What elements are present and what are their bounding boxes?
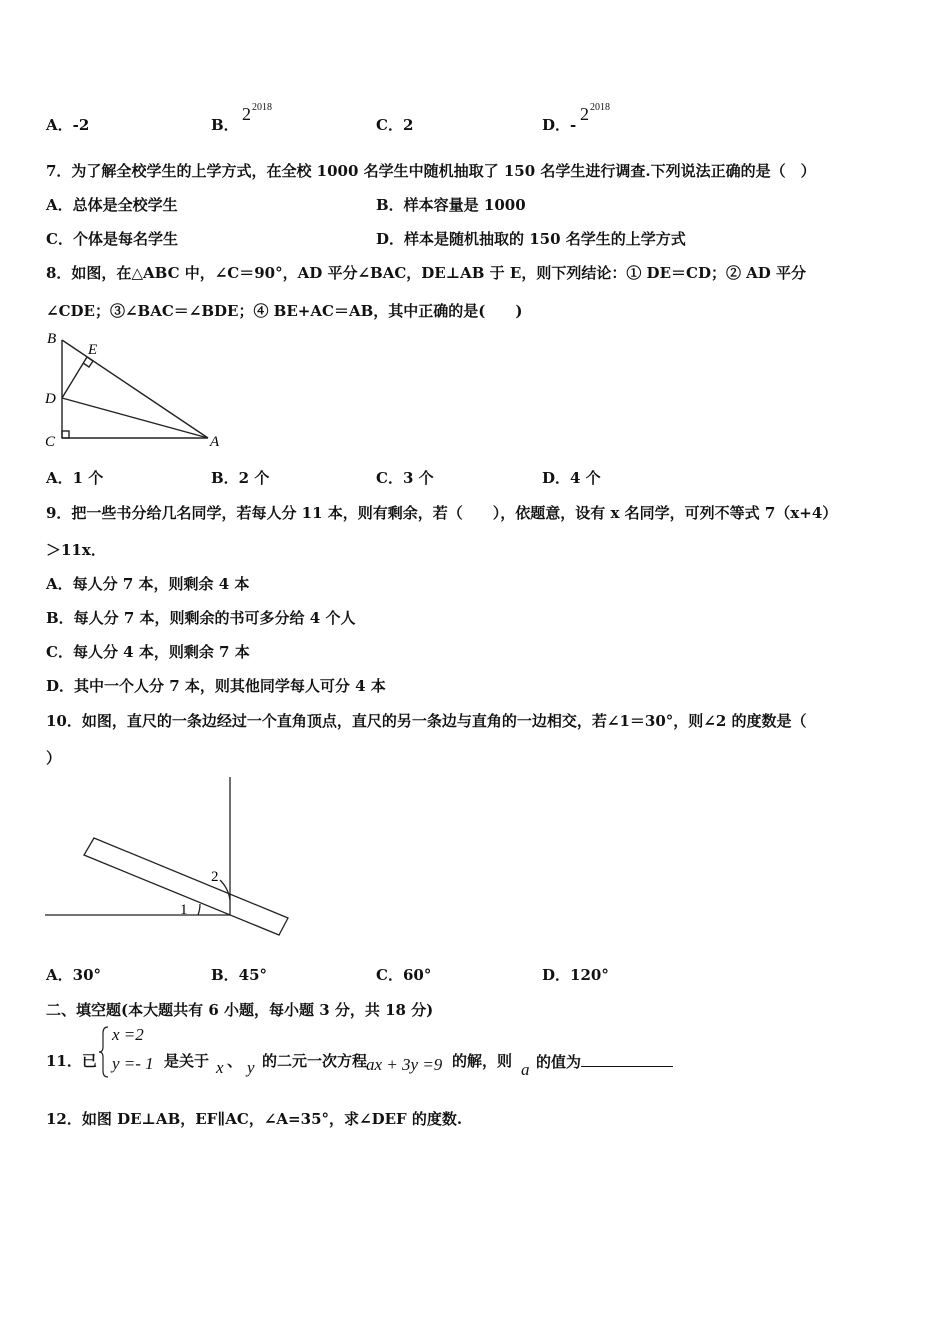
q11-system-line1: x =2: [112, 1025, 144, 1044]
q8-option-c: C．3 个: [376, 469, 434, 487]
q6-option-a: A．-2: [46, 116, 90, 134]
q8-option-b: B．2 个: [211, 469, 270, 487]
q8-label-d: D: [45, 391, 56, 407]
q10-option-b: B．45°: [211, 966, 268, 984]
q11-prefix: 11．已: [46, 1052, 97, 1070]
q10-option-a: A．30°: [46, 966, 102, 984]
q9-option-a: A．每人分 7 本，则剩余 4 本: [46, 575, 250, 593]
q7-option-a: A．总体是全校学生: [46, 196, 178, 214]
q9-option-b: B．每人分 7 本，则剩余的书可多分给 4 个人: [46, 609, 356, 627]
q10-ruler-figure: [40, 775, 300, 945]
q8-stem-line2: ∠CDE；③∠BAC＝∠BDE；④ BE+AC＝AB，其中正确的是( ): [46, 302, 523, 320]
q10-angle2-label: 2: [211, 869, 219, 885]
q6-option-b-exponent: 2018: [252, 102, 272, 113]
q8-label-c: C: [45, 434, 56, 450]
q9-stem-line2: ＞11x．: [46, 541, 106, 559]
q6-option-b: B．: [211, 116, 239, 134]
q11-suffix-text: 的值为: [536, 1053, 582, 1071]
q6-option-b-base: 2: [242, 104, 251, 124]
q10-angle1-label: 1: [180, 902, 188, 918]
q11-suffix: [536, 1052, 673, 1071]
q12-stem: 12．如图 DE⊥AB，EF∥AC，∠A=35°，求∠DEF 的度数.: [46, 1110, 463, 1128]
q11-var-x: x: [216, 1058, 224, 1077]
q6-option-d-exponent: 2018: [590, 102, 610, 113]
q7-option-d: D．样本是随机抽取的 150 名学生的上学方式: [376, 230, 686, 248]
q8-label-e: E: [88, 342, 98, 358]
q6-option-c: C．2: [376, 116, 414, 134]
q10-option-d: D．120°: [542, 966, 609, 984]
q6-option-d: D．-: [542, 116, 577, 134]
q11-var-a: a: [521, 1060, 530, 1079]
q8-stem-line1: 8．如图，在△ABC 中，∠C＝90°，AD 平分∠BAC，DE⊥AB 于 E，则下列结论：① DE＝CD；② AD 平分: [46, 264, 807, 282]
q10-option-c: C．60°: [376, 966, 432, 984]
q9-option-c: C．每人分 4 本，则剩余 7 本: [46, 643, 250, 661]
q9-option-d: D．其中一个人分 7 本，则其他同学每人可分 4 本: [46, 677, 386, 695]
q11-text-equation-type: 的二元一次方程: [262, 1052, 368, 1070]
q8-label-b: B: [47, 331, 57, 347]
q7-option-c: C．个体是每名学生: [46, 230, 178, 248]
q9-stem-line1: 9．把一些书分给几名同学，若每人分 11 本，则有剩余，若（ ），依题意，设有 x 名同学，可列不等式 7（x+4）: [46, 504, 838, 522]
q11-system-line2: y =- 1: [112, 1054, 154, 1073]
q6-option-d-base: 2: [580, 104, 589, 124]
section2-title: 二、填空题(本大题共有 6 小题，每小题 3 分，共 18 分): [46, 1001, 434, 1019]
q8-triangle-figure: [40, 328, 240, 452]
q10-stem-line2: ）: [46, 749, 62, 767]
q10-stem-line1: 10．如图，直尺的一条边经过一个直角顶点，直尺的另一条边与直角的一边相交，若∠1＝30°，则∠2 的度数是（: [46, 712, 807, 730]
q11-separator: 、: [227, 1052, 243, 1070]
q11-system-brace: [98, 1025, 110, 1079]
q11-var-y: y: [247, 1058, 255, 1077]
q8-option-d: D．4 个: [542, 469, 601, 487]
q8-option-a: A．1 个: [46, 469, 104, 487]
q7-option-b: B．样本容量是 1000: [376, 196, 526, 214]
q7-stem: 7．为了解全校学生的上学方式，在全校 1000 名学生中随机抽取了 150 名学生进行调查.下列说法正确的是（ ）: [46, 162, 816, 180]
q11-text-solution: 的解，则: [452, 1052, 513, 1070]
q11-answer-blank[interactable]: [581, 1052, 673, 1067]
q11-equation: ax + 3y =9: [366, 1055, 443, 1074]
q8-label-a: A: [210, 434, 220, 450]
q11-text-about: 是关于: [164, 1052, 210, 1070]
